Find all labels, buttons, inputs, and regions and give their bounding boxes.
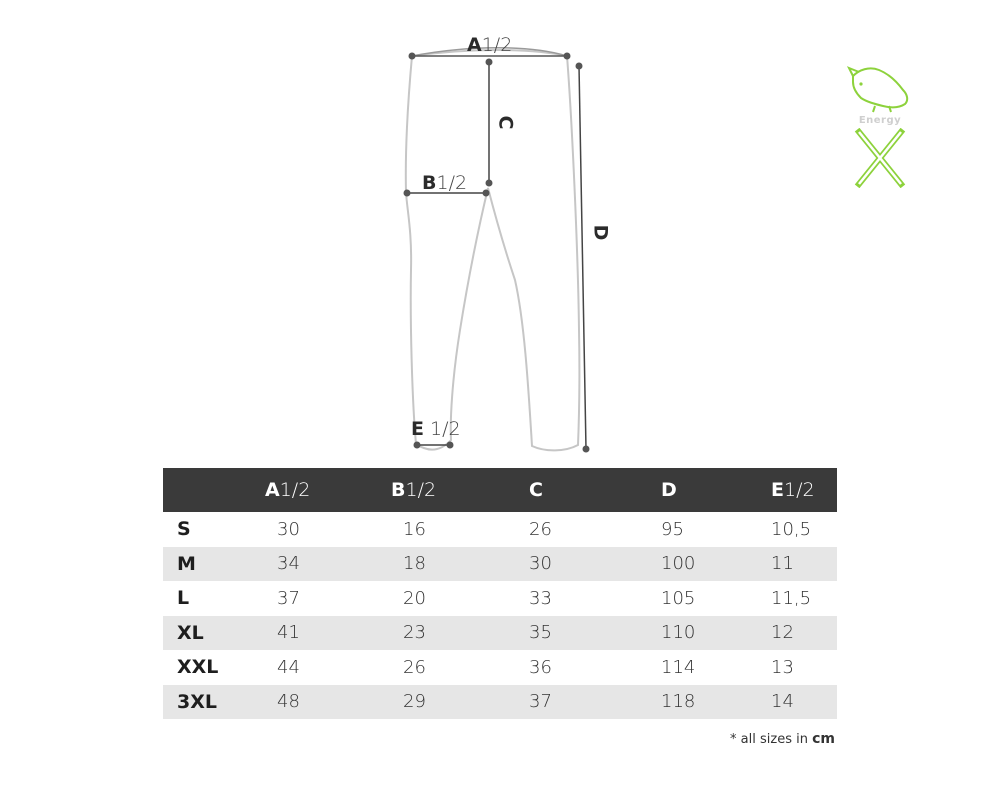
d-dimension-label: D (589, 224, 612, 241)
cell-a: 37 (277, 587, 300, 609)
b-dot-left (404, 190, 411, 197)
size-label: 3XL (163, 685, 263, 720)
cell-a: 34 (263, 547, 389, 582)
header-a: A1/2 (263, 468, 389, 512)
size-label: M (163, 547, 263, 582)
table-header-row (163, 468, 837, 512)
x-letter-icon (845, 128, 915, 188)
cell-c: 35 (529, 616, 661, 651)
d-dot-bottom (583, 446, 590, 453)
b-dot-right (483, 190, 490, 197)
cell-e: 11 (771, 547, 837, 582)
cell-b: 20 (403, 587, 426, 609)
b-dimension-label: B1/2 (422, 172, 468, 194)
cell-e: 13 (771, 656, 794, 678)
cell-a: 30 (277, 518, 300, 540)
cell-a: 44 (277, 656, 300, 678)
cell-b: 29 (389, 685, 529, 720)
d-dot-top (576, 63, 583, 70)
cell-b: 18 (389, 547, 529, 582)
cell-b: 26 (403, 656, 426, 678)
cell-d: 95 (661, 518, 684, 540)
a-dimension-label: A1/2 (467, 34, 513, 56)
header-e: E1/2 (771, 468, 837, 512)
footnote-prefix: * all sizes in (730, 732, 813, 747)
cell-a: 48 (263, 685, 389, 720)
size-chart-table (163, 468, 837, 719)
header-d: D (661, 468, 771, 512)
size-label: XL (163, 616, 263, 651)
units-footnote (730, 731, 835, 747)
cell-e: 10,5 (771, 518, 812, 540)
size-label: S (177, 518, 191, 541)
c-dot-bottom (486, 180, 493, 187)
trousers-silhouette (406, 50, 580, 450)
cell-a: 41 (263, 616, 389, 651)
a-dot-right (564, 53, 571, 60)
cell-d: 100 (661, 547, 771, 582)
cell-d: 114 (661, 656, 696, 678)
cell-d: 105 (661, 587, 696, 609)
table-row (163, 650, 837, 685)
cell-d: 118 (661, 685, 771, 720)
e-dot-right (447, 442, 454, 449)
cell-c: 33 (529, 587, 552, 609)
header-c: C (529, 468, 661, 512)
cell-e: 11,5 (771, 587, 812, 609)
logo-word: Energy (858, 115, 902, 126)
header-size (163, 468, 263, 512)
cell-c: 37 (529, 685, 661, 720)
a-dot-left (409, 53, 416, 60)
c-dot-top (486, 59, 493, 66)
table-row (163, 581, 837, 616)
cell-b: 16 (403, 518, 426, 540)
cell-e: 12 (771, 616, 837, 651)
cell-c: 26 (529, 518, 552, 540)
cell-d: 110 (661, 616, 771, 651)
cell-b: 23 (389, 616, 529, 651)
e-dimension-label: E 1/2 (411, 418, 461, 440)
table-row (163, 685, 837, 720)
table-row (163, 616, 837, 651)
size-label: XXL (177, 656, 219, 679)
cell-c: 36 (529, 656, 552, 678)
table-row (163, 547, 837, 582)
header-b: B1/2 (389, 468, 529, 512)
e-dot-left (414, 442, 421, 449)
footnote-unit: cm (812, 731, 835, 747)
cell-e: 14 (771, 685, 837, 720)
c-dimension-label: C (494, 115, 517, 130)
size-label: L (177, 587, 190, 610)
cell-c: 30 (529, 547, 661, 582)
energy-x-logo (845, 62, 915, 187)
table-row (163, 512, 837, 547)
